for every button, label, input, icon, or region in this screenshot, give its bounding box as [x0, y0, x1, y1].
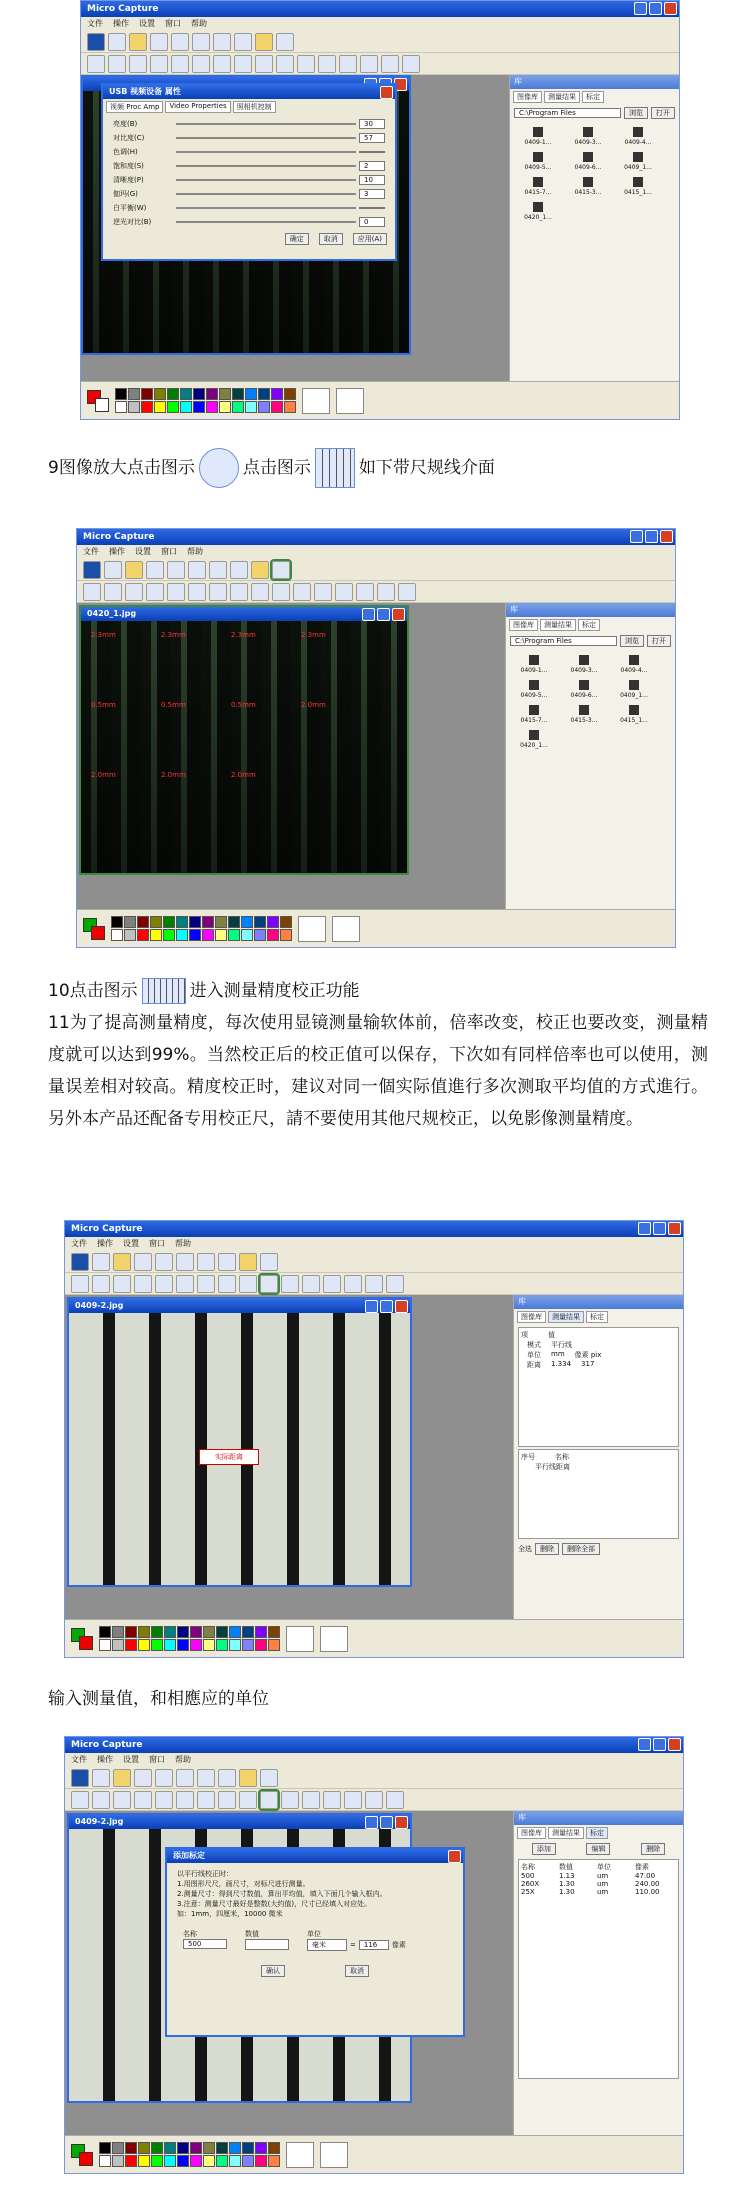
menu-window[interactable]: 窗口	[165, 19, 181, 28]
image-icon	[629, 655, 639, 665]
color-swatch[interactable]	[268, 2142, 280, 2154]
color-swatch[interactable]	[245, 401, 257, 413]
color-swatch[interactable]	[189, 916, 201, 928]
toolbar-measure	[81, 53, 679, 75]
magnifier-icon	[199, 448, 239, 488]
thumbnail-item[interactable]: 0409-1...	[516, 127, 560, 146]
unit-select[interactable]: 毫米	[307, 1939, 347, 1951]
color-swatch[interactable]	[190, 2155, 202, 2167]
color-swatch[interactable]	[125, 1639, 137, 1651]
ruler-label: 2.3mm	[91, 631, 116, 639]
ruler-label: 2.3mm	[301, 631, 326, 639]
calibrate-icon[interactable]	[339, 55, 357, 73]
parallel-icon[interactable]	[297, 55, 315, 73]
color-swatch[interactable]	[164, 2142, 176, 2154]
thumbnail-item[interactable]: 0415_1...	[616, 177, 660, 196]
ruler-icon[interactable]	[276, 33, 294, 51]
color-swatch-current[interactable]	[87, 390, 109, 412]
color-swatch[interactable]	[180, 401, 192, 413]
color-swatch[interactable]	[141, 401, 153, 413]
text-icon[interactable]	[360, 55, 378, 73]
thumbnail-item[interactable]: 0415_1...	[612, 705, 656, 724]
image-icon	[579, 655, 589, 665]
rectangle-icon[interactable]	[150, 55, 168, 73]
pause-icon[interactable]	[213, 33, 231, 51]
property-row	[109, 215, 389, 229]
thumbnail-item[interactable]: 0420_1...	[512, 730, 556, 749]
color-swatch[interactable]	[167, 401, 179, 413]
color-swatch[interactable]	[177, 1639, 189, 1651]
color-swatch[interactable]	[267, 929, 279, 941]
ruler-label: 2.3mm	[231, 631, 256, 639]
color-swatch[interactable]	[245, 388, 257, 400]
image-icon	[633, 127, 643, 137]
property-row	[109, 131, 389, 145]
property-row	[109, 117, 389, 131]
thumbnail-item[interactable]: 0409-3...	[562, 655, 606, 674]
property-slider[interactable]	[176, 207, 356, 209]
stop-icon[interactable]	[234, 33, 252, 51]
image-icon	[583, 127, 593, 137]
color-swatch[interactable]	[216, 1626, 228, 1638]
color-swatch[interactable]	[138, 2142, 150, 2154]
color-swatch[interactable]	[176, 916, 188, 928]
menu-help[interactable]: 帮助	[191, 19, 207, 28]
screenshot-4: Micro Capture 文件 操作 设置 窗口 帮助 0409-2.jpg 添加标定 以平行线校正时： 1.用图形尺尺，画尺寸，对标尺进行测量。 2.测量尺寸：得到尺寸数值，算出平均值，填入下面几个输入框内。 3.注意：测量尺寸最好是整数(大约值)，尺寸已经填入对应处。 如：1mm，四厘米，10000 微米 名称 500 数值 单位 毫米 = 116 像素 确认 取消 库 图像库 测量结果 标定 添加 编辑 删除 名称 数值 单位 像素 500 1.13 um 47.00 260X 1.30 um 240.00 25X 1.30 um 110.00	[64, 1736, 684, 2174]
library-panel: 库 图像库 测量结果 标定 C:\Program Files 浏览 打开 0409-1... 0409-3... 0409-4... 0409-5... 0409-6... 0409_1... 0415-7... 0415-3... 0415_1... 0420_1...	[509, 75, 679, 381]
color-swatch[interactable]	[125, 2142, 137, 2154]
color-swatch[interactable]	[124, 929, 136, 941]
color-swatch[interactable]	[137, 929, 149, 941]
path-select[interactable]: C:\Program Files	[514, 108, 621, 118]
color-swatch[interactable]	[150, 916, 162, 928]
delete-all-button[interactable]: 删除全部	[562, 1543, 600, 1555]
property-slider[interactable]	[176, 151, 356, 153]
property-value[interactable]: 0	[359, 217, 385, 227]
color-swatch[interactable]	[163, 929, 175, 941]
color-swatch[interactable]	[203, 2155, 215, 2167]
thumbnail-item[interactable]: 0415-3...	[562, 705, 606, 724]
tab-calibrate[interactable]: 标定	[582, 91, 604, 103]
color-swatch[interactable]	[228, 929, 240, 941]
calibration-row[interactable]: 25X 1.30 um 110.00	[521, 1888, 660, 1896]
color-swatch[interactable]	[258, 401, 270, 413]
color-swatch[interactable]	[255, 1639, 267, 1651]
tool-icon[interactable]	[255, 33, 273, 51]
instruction-line: 1.用图形尺尺，画尺寸，对标尺进行测量。	[177, 1880, 310, 1888]
tab-library[interactable]: 图像库	[513, 91, 542, 103]
color-swatch[interactable]	[176, 929, 188, 941]
cancel-button[interactable]: 取消	[319, 233, 343, 245]
color-swatch[interactable]	[154, 388, 166, 400]
property-label: 逆光对比(B)	[113, 218, 152, 226]
ruler-label: 2.0mm	[91, 771, 116, 779]
color-swatch[interactable]	[111, 916, 123, 928]
ok-button[interactable]: 确定	[285, 233, 309, 245]
thumbnail-item[interactable]: 0415-7...	[516, 177, 560, 196]
circle-icon[interactable]	[171, 55, 189, 73]
ruler-label: 0.5mm	[91, 701, 116, 709]
tab-proc-amp[interactable]: 视频 Proc Amp	[106, 101, 163, 113]
maximize-button[interactable]	[649, 2, 662, 15]
color-swatch[interactable]	[242, 2155, 254, 2167]
color-swatch[interactable]	[254, 916, 266, 928]
property-label: 对比度(C)	[113, 134, 145, 142]
color-swatch[interactable]	[125, 2155, 137, 2167]
property-value[interactable]: 30	[359, 119, 385, 129]
color-palette	[81, 381, 679, 419]
color-swatch[interactable]	[229, 2155, 241, 2167]
color-swatch[interactable]	[128, 401, 140, 413]
property-value[interactable]: 57	[359, 133, 385, 143]
property-value[interactable]	[359, 207, 385, 209]
property-slider[interactable]	[176, 179, 356, 181]
step-9-text: 9图像放大点击图示 点击图示 如下带尺规线介面	[48, 448, 708, 488]
thumbnail-item[interactable]: 0409-4...	[612, 655, 656, 674]
magnifier-icon[interactable]	[108, 55, 126, 73]
minimize-button[interactable]	[634, 2, 647, 15]
arrow-icon[interactable]	[276, 55, 294, 73]
color-swatch[interactable]	[271, 401, 283, 413]
input-instruction-text: 输入测量值，和相應应的单位	[48, 1689, 269, 1709]
value-input[interactable]	[245, 1939, 289, 1950]
color-swatch[interactable]	[154, 401, 166, 413]
property-label: 色调(H)	[113, 148, 138, 156]
thumbnail-item[interactable]: 0415-7...	[512, 705, 556, 724]
color-swatch[interactable]	[99, 1639, 111, 1651]
close-button[interactable]	[664, 2, 677, 15]
color-swatch[interactable]	[232, 388, 244, 400]
color-swatch[interactable]	[115, 388, 127, 400]
color-swatch[interactable]	[216, 1639, 228, 1651]
menu-settings[interactable]: 设置	[139, 19, 155, 28]
property-slider[interactable]	[176, 137, 356, 139]
color-swatch[interactable]	[112, 2142, 124, 2154]
color-swatch[interactable]	[203, 2142, 215, 2154]
app-titlebar: Micro Capture	[81, 1, 679, 17]
tab-video-properties[interactable]: Video Properties	[165, 101, 230, 113]
ellipse-icon[interactable]	[213, 55, 231, 73]
monitor-icon[interactable]	[87, 33, 105, 51]
ruler-icon[interactable]	[272, 561, 290, 579]
menu-file[interactable]: 文件	[87, 19, 103, 28]
property-row	[109, 145, 389, 159]
image-icon	[533, 202, 543, 212]
thumbnail-item[interactable]: 0409-5...	[512, 680, 556, 699]
property-row	[109, 201, 389, 215]
color-swatch[interactable]	[151, 1639, 163, 1651]
instruction-line: 3.注意：测量尺寸最好是整数(大约值)，尺寸已经填入对应处。	[177, 1900, 372, 1908]
color-swatch[interactable]	[151, 2155, 163, 2167]
line-width-selector[interactable]	[302, 388, 330, 414]
color-swatch[interactable]	[241, 929, 253, 941]
color-swatch[interactable]	[111, 929, 123, 941]
color-swatch[interactable]	[268, 1626, 280, 1638]
color-swatch[interactable]	[115, 401, 127, 413]
color-swatch[interactable]	[216, 2142, 228, 2154]
color-swatch[interactable]	[268, 2155, 280, 2167]
apply-button[interactable]: 应用(A)	[353, 233, 387, 245]
color-swatch[interactable]	[255, 2142, 267, 2154]
color-swatch[interactable]	[203, 1626, 215, 1638]
property-label: 饱和度(S)	[113, 162, 144, 170]
thumbnail-item[interactable]: 0409-3...	[566, 127, 610, 146]
color-swatch[interactable]	[167, 388, 179, 400]
color-swatch[interactable]	[219, 388, 231, 400]
ruler-label: 2.0mm	[161, 771, 186, 779]
property-value[interactable]: 3	[359, 189, 385, 199]
thumbnail-item[interactable]: 0409_1...	[612, 680, 656, 699]
screenshot-1	[80, 0, 680, 420]
color-swatch[interactable]	[124, 916, 136, 928]
image-icon	[633, 177, 643, 187]
color-swatch[interactable]	[125, 1626, 137, 1638]
color-swatch[interactable]	[258, 388, 270, 400]
image-icon	[533, 152, 543, 162]
color-swatch[interactable]	[190, 2142, 202, 2154]
color-swatch[interactable]	[189, 929, 201, 941]
color-swatch[interactable]	[138, 2155, 150, 2167]
color-swatch[interactable]	[268, 1639, 280, 1651]
image-icon	[583, 177, 593, 187]
instruction-line: 2.测量尺寸：得到尺寸数值，算出平均值，填入下面几个输入框内。	[177, 1890, 387, 1898]
color-swatch[interactable]	[99, 2155, 111, 2167]
property-slider[interactable]	[176, 123, 356, 125]
color-swatch[interactable]	[242, 2142, 254, 2154]
cancel-button[interactable]: 取消	[345, 1965, 369, 1977]
instruction-line: 以平行线校正时：	[177, 1870, 233, 1878]
confirm-button[interactable]: 确认	[261, 1965, 285, 1977]
ruler-label: 2.0mm	[231, 771, 256, 779]
measure-row: 单位 mm 像素 pix	[527, 1350, 602, 1359]
property-label: 伽玛(G)	[113, 190, 138, 198]
color-swatch[interactable]	[128, 388, 140, 400]
color-swatch[interactable]	[177, 1626, 189, 1638]
image-icon	[629, 705, 639, 715]
ruler-label: 2.3mm	[161, 631, 186, 639]
property-row	[109, 159, 389, 173]
menu-operate[interactable]: 操作	[113, 19, 129, 28]
edit-button[interactable]: 编辑	[586, 1843, 610, 1855]
image-window: 0420_1.jpg 2.3mm 2.3mm 2.3mm 2.3mm 0.5mm 0.5mm 0.5mm 2.0mm 2.0mm 2.0mm 2.0mm	[79, 605, 409, 875]
color-swatch[interactable]	[141, 388, 153, 400]
ruler-label: 0.5mm	[161, 701, 186, 709]
image-icon	[529, 655, 539, 665]
color-swatch[interactable]	[271, 388, 283, 400]
pixel-input[interactable]: 116	[359, 1940, 389, 1950]
ruler-label: 0.5mm	[231, 701, 256, 709]
color-swatch[interactable]	[137, 916, 149, 928]
thumbnail-item[interactable]: 0415-3...	[566, 177, 610, 196]
thumbnail-item[interactable]: 0409_1...	[616, 152, 660, 171]
color-swatch[interactable]	[216, 2155, 228, 2167]
arc-icon[interactable]	[234, 55, 252, 73]
color-swatch[interactable]	[150, 929, 162, 941]
workspace	[81, 75, 509, 381]
color-swatch[interactable]	[190, 1639, 202, 1651]
select-all-checkbox[interactable]: 全选	[518, 1545, 532, 1553]
color-swatch[interactable]	[284, 401, 296, 413]
rotate-icon[interactable]	[129, 55, 147, 73]
property-label: 亮度(B)	[113, 120, 138, 128]
color-swatch[interactable]	[255, 2155, 267, 2167]
property-row	[109, 173, 389, 187]
thumbnail-item[interactable]: 0409-6...	[566, 152, 610, 171]
color-swatch[interactable]	[215, 929, 227, 941]
screenshot-3: Micro Capture 文件 操作 设置 窗口 帮助 0409-2.jpg 实际距离 库 图像库 测量结果 标定 项 值 模式 平行线 单位 mm 像素 pix 距离 1.334 317 序号 名称 平行线距离 全选 删除 删除全部	[64, 1220, 684, 1658]
add-calibration-dialog: 添加标定 以平行线校正时： 1.用图形尺尺，画尺寸，对标尺进行测量。 2.测量尺寸：得到尺寸数值，算出平均值，填入下面几个输入框内。 3.注意：测量尺寸最好是整数(大约值)，尺寸已经填入对应处。 如：1mm，四厘米，10000 微米 名称 500 数值 单位 毫米 = 116 像素 确认 取消	[165, 1847, 465, 2037]
color-swatch[interactable]	[206, 388, 218, 400]
property-value[interactable]	[359, 151, 385, 153]
color-swatch[interactable]	[190, 1626, 202, 1638]
diagonal-icon[interactable]	[255, 55, 273, 73]
save-icon[interactable]	[192, 33, 210, 51]
color-swatch[interactable]	[242, 1639, 254, 1651]
color-swatch[interactable]	[229, 1626, 241, 1638]
tab-camera-control[interactable]: 照相机控制	[233, 101, 276, 113]
color-swatch[interactable]	[242, 1626, 254, 1638]
color-swatch[interactable]	[193, 388, 205, 400]
angle-icon[interactable]	[318, 55, 336, 73]
open-button[interactable]: 打开	[651, 107, 675, 119]
color-swatch[interactable]	[99, 2142, 111, 2154]
color-swatch[interactable]	[267, 916, 279, 928]
property-label: 清晰度(P)	[113, 176, 144, 184]
folder-icon[interactable]	[129, 33, 147, 51]
color-swatch[interactable]	[280, 929, 292, 941]
color-swatch[interactable]	[177, 2142, 189, 2154]
color-swatch[interactable]	[164, 1626, 176, 1638]
scale-icon[interactable]	[381, 55, 399, 73]
color-swatch[interactable]	[180, 388, 192, 400]
line-style-selector[interactable]	[336, 388, 364, 414]
ruler-grid-icon	[315, 448, 355, 488]
measure-row: 模式 平行线	[527, 1341, 572, 1349]
color-swatch[interactable]	[202, 929, 214, 941]
image-icon	[529, 680, 539, 690]
palette-icon[interactable]	[402, 55, 420, 73]
image-icon	[583, 152, 593, 162]
delete-button[interactable]: 删除	[641, 1843, 665, 1855]
color-swatch[interactable]	[99, 1626, 111, 1638]
thumbnail-item[interactable]: 0409-1...	[512, 655, 556, 674]
thumbnail-item[interactable]: 0420_1...	[516, 202, 560, 221]
properties-dialog: USB 视频设备 属性 视频 Proc Amp Video Properties 照相机控制 亮度(B) 30 对比度(C) 57 色调(H) 饱和度(S) 2 清晰度(P) 10 伽玛(G) 3 白平衡(W) 逆光对比(B) 0 确定 取消 应用(A)	[101, 83, 397, 261]
color-swatch[interactable]	[206, 401, 218, 413]
thumbnail-item[interactable]: 0409-5...	[516, 152, 560, 171]
property-label: 白平衡(W)	[113, 204, 147, 212]
thumbnail-item[interactable]: 0409-6...	[562, 680, 606, 699]
property-slider[interactable]	[176, 221, 356, 223]
color-swatch[interactable]	[193, 401, 205, 413]
property-value[interactable]: 2	[359, 161, 385, 171]
line-icon[interactable]	[87, 55, 105, 73]
color-swatch[interactable]	[112, 2155, 124, 2167]
image-icon	[633, 152, 643, 162]
close-button[interactable]	[448, 1850, 461, 1863]
color-swatch[interactable]	[254, 929, 266, 941]
close-button[interactable]	[380, 86, 393, 99]
color-swatch[interactable]	[219, 401, 231, 413]
measure-marker: 实际距离	[199, 1449, 259, 1465]
color-swatch[interactable]	[228, 916, 240, 928]
property-slider[interactable]	[176, 193, 356, 195]
instruction-line: 如：1mm，四厘米，10000 微米	[177, 1910, 283, 1918]
color-swatch[interactable]	[164, 2155, 176, 2167]
camera-icon[interactable]	[108, 33, 126, 51]
tab-results[interactable]: 测量结果	[544, 91, 580, 103]
calibrate-icon[interactable]	[260, 1275, 278, 1293]
image-icon	[529, 730, 539, 740]
calibration-row[interactable]: 260X 1.30 um 240.00	[521, 1880, 660, 1888]
image-icon	[529, 705, 539, 715]
color-swatch[interactable]	[163, 916, 175, 928]
image-icon	[533, 127, 543, 137]
step-10-11-text: 10点击图示 进入测量精度校正功能 11为了提高测量精度，每次使用显镜测量输软体前，倍率改变，校正也要改变，测量精度就可以达到99%。当然校正后的校正值可以保存，下次如有同样倍率也可以使用，测量误差相对较高。精度校正时，建议对同一個实际值進行多次测取平均值的方式進行。另外本产品还配备专用校正尺，請不要使用其他尺规校正，以免影像测量精度。	[48, 975, 708, 1135]
color-swatch[interactable]	[229, 1639, 241, 1651]
polyline-icon[interactable]	[192, 55, 210, 73]
color-swatch[interactable]	[284, 388, 296, 400]
color-swatch[interactable]	[177, 2155, 189, 2167]
color-swatch[interactable]	[164, 1639, 176, 1651]
delete-button[interactable]: 删除	[535, 1543, 559, 1555]
copy-icon[interactable]	[171, 33, 189, 51]
color-swatch[interactable]	[203, 1639, 215, 1651]
color-swatch[interactable]	[280, 916, 292, 928]
color-swatch[interactable]	[215, 916, 227, 928]
name-input[interactable]: 500	[183, 1939, 227, 1949]
color-swatch[interactable]	[151, 2142, 163, 2154]
calibration-row[interactable]: 500 1.13 um 47.00	[521, 1872, 656, 1880]
image-icon[interactable]	[150, 33, 168, 51]
ruler-icon	[142, 978, 186, 1004]
color-swatch[interactable]	[112, 1626, 124, 1638]
color-swatch[interactable]	[241, 916, 253, 928]
measure-row: 距离 1.334 317	[527, 1360, 595, 1369]
color-swatch[interactable]	[232, 401, 244, 413]
add-button[interactable]: 添加	[532, 1843, 556, 1855]
image-icon	[533, 177, 543, 187]
browse-button[interactable]: 浏览	[624, 107, 648, 119]
toolbar-top	[81, 31, 679, 53]
menubar	[81, 17, 679, 31]
color-swatch[interactable]	[112, 1639, 124, 1651]
image-icon	[629, 680, 639, 690]
color-swatch[interactable]	[202, 916, 214, 928]
color-swatch[interactable]	[255, 1626, 267, 1638]
ruler-label: 2.0mm	[301, 701, 326, 709]
thumbnail-item[interactable]: 0409-4...	[616, 127, 660, 146]
image-window: 0409-2.jpg 实际距离	[67, 1297, 412, 1587]
screenshot-2: Micro Capture 文件 操作 设置 窗口 帮助 0420_1.jpg 2.3mm 2.3mm 2.3mm 2.3mm 0.5mm 0.5mm 0.5mm 2.0mm 2.0mm 2.0mm 2.0mm 库 图像库 测量结果 标定 C:\Program Files 浏览 打开 0409-1... 0409-3... 0409-4... 0409-5... 0409-6... 0409_1... 0415-7... 0415-3... 0415_1... 0420_1...	[76, 528, 676, 948]
color-swatch[interactable]	[138, 1639, 150, 1651]
property-slider[interactable]	[176, 165, 356, 167]
color-swatch[interactable]	[229, 2142, 241, 2154]
property-value[interactable]: 10	[359, 175, 385, 185]
image-icon	[579, 705, 589, 715]
property-row	[109, 187, 389, 201]
color-swatch[interactable]	[151, 1626, 163, 1638]
image-icon	[579, 680, 589, 690]
color-swatch[interactable]	[138, 1626, 150, 1638]
